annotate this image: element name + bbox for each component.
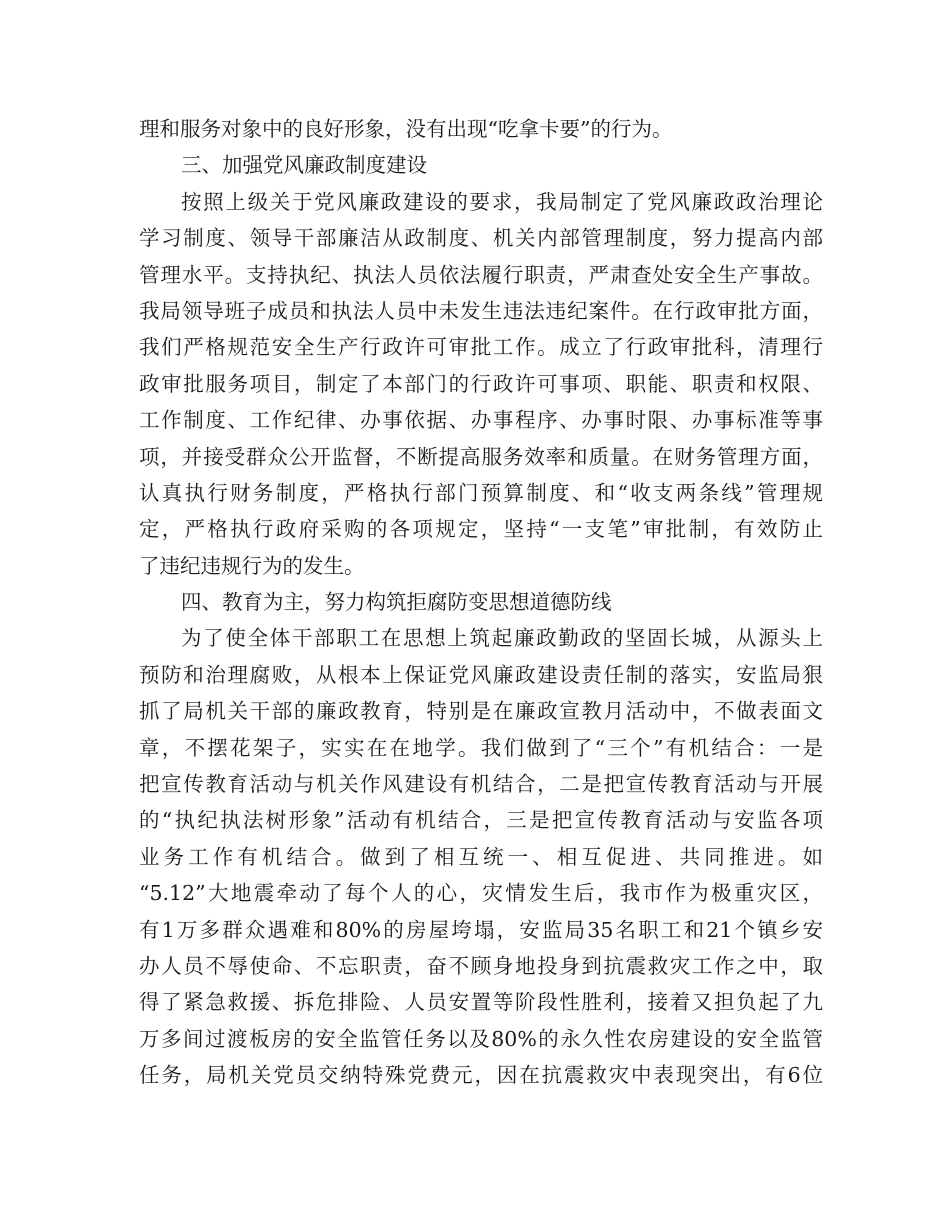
section-heading: 三、加强党风廉政制度建设 xyxy=(181,153,427,178)
paragraph-line: 项，并接受群众公开监督，不断提高服务效率和质量。在财务管理方面， xyxy=(139,444,823,469)
paragraph-line: 工作制度、工作纪律、办事依据、办事程序、办事时限、办事标准等事 xyxy=(139,408,823,433)
paragraph-line: 理和服务对象中的良好形象，没有出现“吃拿卡要”的行为。 xyxy=(139,117,673,141)
paragraph-line: 定，严格执行政府采购的各项规定，坚持“一支笔”审批制，有效防止 xyxy=(139,517,823,542)
paragraph-line: 任务，局机关党员交纳特殊党费元，因在抗震救灾中表现突出，有6位 xyxy=(139,1063,823,1088)
paragraph-line: 有1万多群众遇难和80%的房屋垮塌，安监局35名职工和21个镇乡安 xyxy=(139,917,823,942)
paragraph-line: 办人员不辱使命、不忘职责，奋不顾身地投身到抗震救灾工作之中，取 xyxy=(139,953,823,978)
paragraph-line: 得了紧急救援、拆危排险、人员安置等阶段性胜利，接着又担负起了九 xyxy=(139,990,823,1015)
paragraph-line: “5.12”大地震牵动了每个人的心，灾情发生后，我市作为极重灾区， xyxy=(139,881,823,906)
paragraph-line: 我们严格规范安全生产行政许可审批工作。成立了行政审批科，清理行 xyxy=(139,335,823,360)
paragraph-line: 按照上级关于党风廉政建设的要求，我局制定了党风廉政政治理论 xyxy=(181,189,823,214)
paragraph-line: 学习制度、领导干部廉洁从政制度、机关内部管理制度，努力提高内部 xyxy=(139,226,823,251)
paragraph-line: 为了使全体干部职工在思想上筑起廉政勤政的坚固长城，从源头上 xyxy=(181,626,823,651)
paragraph-line: 万多间过渡板房的安全监管任务以及80%的永久性农房建设的安全监管 xyxy=(139,1026,823,1051)
paragraph-line: 管理水平。支持执纪、执法人员依法履行职责，严肃查处安全生产事故。 xyxy=(139,262,823,287)
document-body xyxy=(139,111,823,1094)
paragraph-line: 预防和治理腐败，从根本上保证党风廉政建设责任制的落实，安监局狠 xyxy=(139,662,823,687)
section-heading: 四、教育为主，努力构筑拒腐防变思想道德防线 xyxy=(181,590,612,615)
paragraph-line: 业务工作有机结合。做到了相互统一、相互促进、共同推进。如 xyxy=(139,844,823,869)
paragraph-line: 认真执行财务制度，严格执行部门预算制度、和“收支两条线”管理规 xyxy=(139,480,823,505)
paragraph-line: 抓了局机关干部的廉政教育，特别是在廉政宣教月活动中，不做表面文 xyxy=(139,699,823,724)
paragraph-line: 章，不摆花架子，实实在在地学。我们做到了“三个”有机结合：一是 xyxy=(139,735,823,760)
paragraph-line: 的“执纪执法树形象”活动有机结合，三是把宣传教育活动与安监各项 xyxy=(139,808,823,833)
paragraph-line: 了违纪违规行为的发生。 xyxy=(139,553,365,578)
paragraph-line: 我局领导班子成员和执法人员中未发生违法违纪案件。在行政审批方面， xyxy=(139,298,823,323)
paragraph-line: 政审批服务项目，制定了本部门的行政许可事项、职能、职责和权限、 xyxy=(139,371,823,396)
paragraph-line: 把宣传教育活动与机关作风建设有机结合，二是把宣传教育活动与开展 xyxy=(139,772,823,797)
